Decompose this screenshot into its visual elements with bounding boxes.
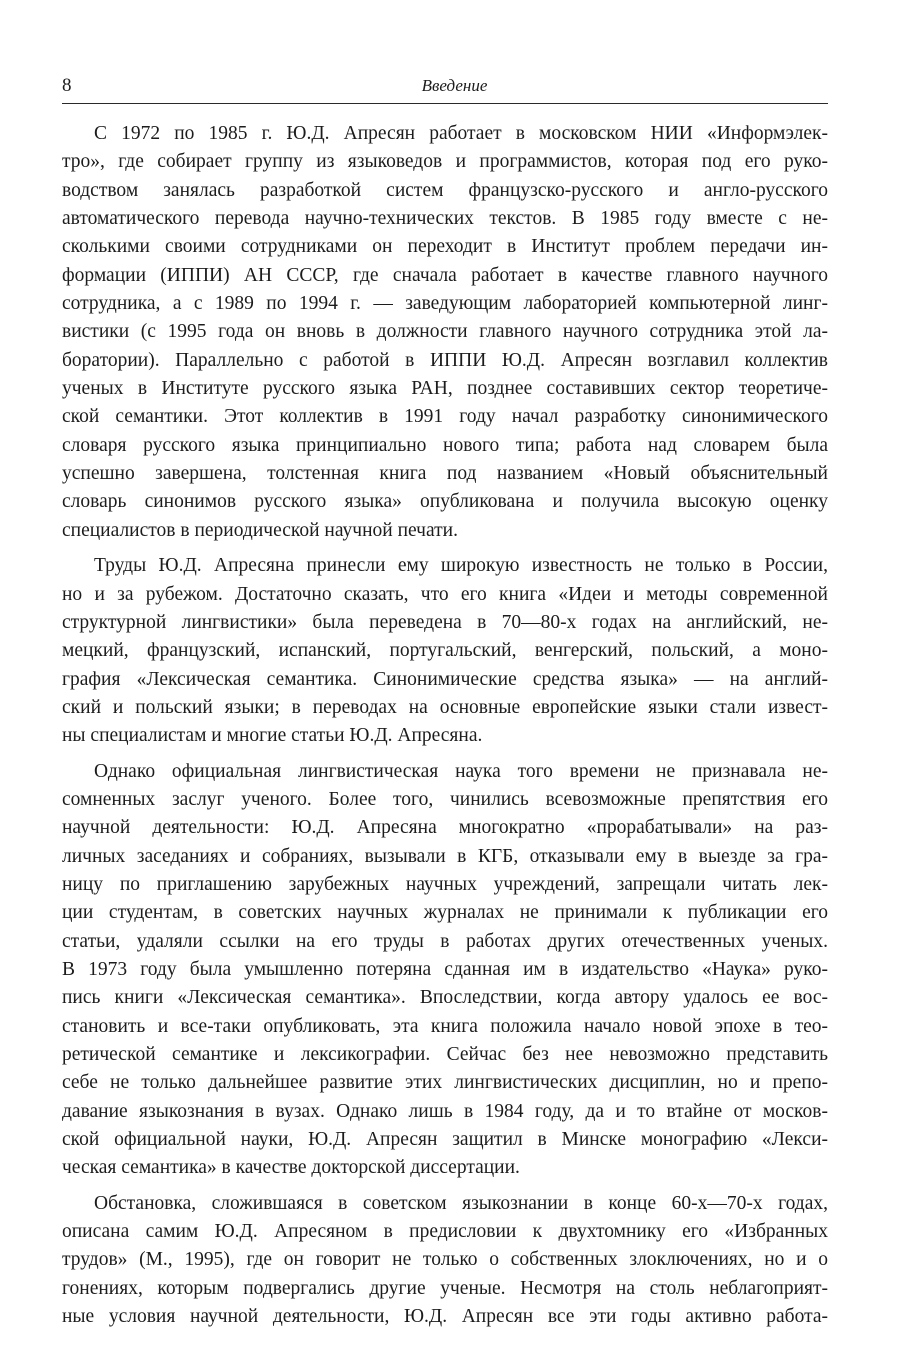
- text-line: С 1972 по 1985 г. Ю.Д. Апресян работает в московском НИИ «Информэлек-: [94, 123, 828, 144]
- paragraph: [62, 758, 828, 1183]
- text-line: ученых в Институте русского языка РАН, позднее составивших сектор теоретиче-: [62, 378, 828, 400]
- text-line: ретической семантике и лексикографии. Сейчас без нее невозможно представить: [62, 1044, 828, 1065]
- text-line: словарь синонимов русского языка» опубликована и получила высокую оценку: [62, 491, 828, 513]
- text-line: автоматического перевода научно-технических текстов. В 1985 году вместе с не-: [62, 208, 828, 230]
- text-line: ные условия научной деятельности, Ю.Д. Апресян все эти годы активно работа-: [62, 1306, 828, 1328]
- running-head: Введение: [421, 76, 488, 95]
- text-line: себе не только дальнейшее развитие этих лингвистических дисциплин, но и препо-: [62, 1072, 828, 1094]
- header-rule: [62, 103, 828, 104]
- text-line: Однако официальная лингвистическая наука того времени не признавала не-: [94, 760, 828, 782]
- page-number: 8: [62, 75, 72, 96]
- text-line: описана самим Ю.Д. Апресяном в предисловии к двухтомнику его «Избранных: [62, 1221, 828, 1243]
- text-line: графия «Лексическая семантика. Синонимические средства языка» — на англий-: [62, 668, 828, 690]
- paragraph: [62, 552, 828, 750]
- text-line: водством занялась разработкой систем французско-русского и англо-русского: [62, 179, 828, 201]
- paragraph: [62, 1190, 828, 1332]
- text-line: статьи, удаляли ссылки на его труды в работах других отечественных ученых.: [62, 930, 828, 952]
- text-line: пись книги «Лексическая семантика». Впоследствии, когда автору удалось ее вос-: [62, 987, 828, 1009]
- text-line: трудов» (М., 1995), где он говорит не только о собственных злоключениях, но и о: [62, 1249, 828, 1271]
- text-line: становить и все-таки опубликовать, эта книга положила начало новой эпохе в тео-: [62, 1015, 828, 1037]
- text-line: давание языкознания в вузах. Однако лишь в 1984 году, да и то втайне от москов-: [62, 1100, 828, 1122]
- text-line: структурной лингвистики» была переведена в 70—80-х годах на английский, не-: [62, 611, 828, 633]
- text-line: сотрудника, а с 1989 по 1994 г. — заведующим лабораторией компьютерной линг-: [62, 293, 828, 315]
- paragraph: [62, 120, 828, 545]
- body-text: [62, 120, 828, 1338]
- text-line: словаря русского языка принципиально нового типа; работа над словарем была: [62, 434, 828, 456]
- text-line: мецкий, французский, испанский, португальский, венгерский, польский, а моно-: [62, 640, 828, 662]
- text-line: гонениях, которым подвергались другие ученые. Несмотря на столь неблагоприят-: [62, 1277, 828, 1299]
- text-line: успешно завершена, толстенная книга под названием «Новый объяснительный: [62, 463, 828, 485]
- text-line: личных заседаниях и собраниях, вызывали в КГБ, отказывали ему в выезде за гра-: [62, 845, 828, 867]
- text-line: ции студентам, в советских научных журналах не принимали к публикации его: [62, 902, 828, 924]
- text-line: ской официальной науки, Ю.Д. Апресян защитил в Минске монографию «Лекси-: [62, 1129, 828, 1151]
- text-line: формации (ИППИ) АН СССР, где сначала работает в качестве главного научного: [62, 264, 828, 286]
- text-line: В 1973 году была умышленно потеряна сданная им в издательство «Наука» руко-: [62, 958, 828, 980]
- text-line: научной деятельности: Ю.Д. Апресяна многократно «прорабатывали» на раз-: [62, 817, 828, 839]
- text-line: боратории). Параллельно с работой в ИППИ Ю.Д. Апресян возглавил коллектив: [62, 349, 828, 371]
- text-line: ницу по приглашению зарубежных научных учреждений, запрещали читать лек-: [62, 873, 828, 895]
- text-line: но и за рубежом. Достаточно сказать, что его книга «Идеи и методы современной: [62, 583, 828, 605]
- text-line: ский и польский языки; в переводах на основные европейские языки стали извест-: [62, 696, 828, 718]
- text-line: сколькими своими сотрудниками он переходит в Институт проблем передачи ин-: [62, 236, 828, 258]
- text-line: Труды Ю.Д. Апресяна принесли ему широкую известность не только в России,: [94, 555, 828, 577]
- text-line: ческая семантика» в качестве докторской диссертации.: [62, 1157, 520, 1179]
- text-line: ны специалистам и многие статьи Ю.Д. Апресяна.: [62, 725, 483, 747]
- text-line: тро», где собирает группу из языковедов и программистов, которая под его руко-: [62, 151, 828, 173]
- text-line: ской семантики. Этот коллектив в 1991 году начал разработку синонимического: [62, 406, 828, 428]
- text-line: сомненных заслуг ученого. Более того, чинились всевозможные препятствия его: [62, 788, 828, 810]
- text-line: специалистов в периодической научной печати.: [62, 519, 458, 541]
- text-line: Обстановка, сложившаяся в советском языкознании в конце 60-х—70-х годах,: [94, 1192, 828, 1214]
- text-line: вистики (с 1995 года он вновь в должности главного научного сотрудника этой ла-: [62, 321, 828, 343]
